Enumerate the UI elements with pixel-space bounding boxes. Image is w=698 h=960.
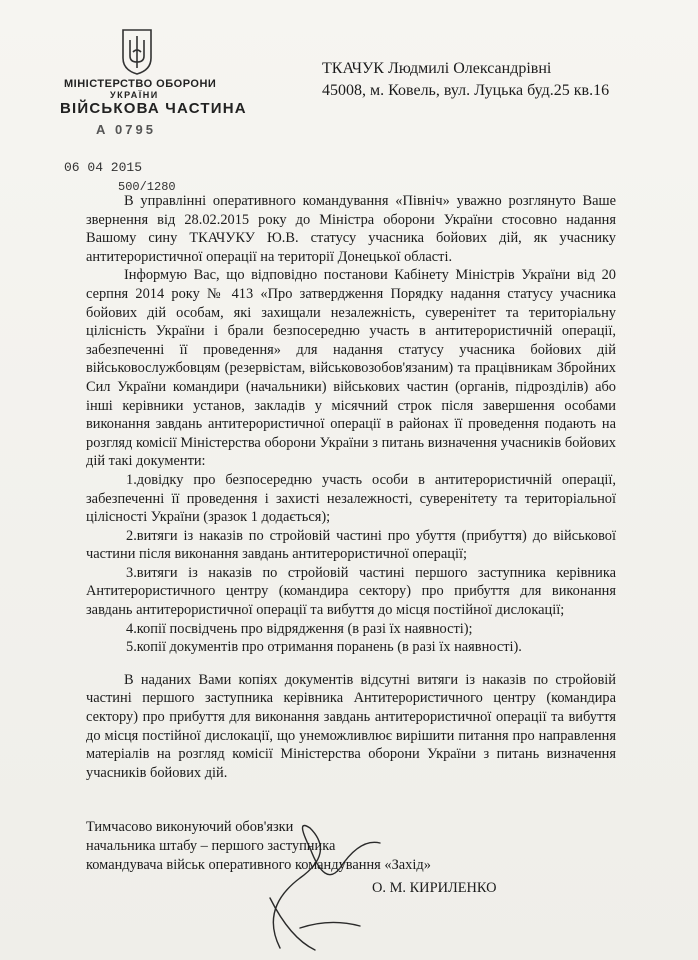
signatory-position-3: командувача військ оперативного командування «Захід»	[86, 857, 431, 873]
paragraph-conclusion: В наданих Вами копіях документів відсутні витяги із наказів по стройовій частині першого заступника керівника Антитерористичного центру (командира сектору) про прибуття для виконання завдань антитерористичної операції та вибуття до місця постійної дислокації, що унеможливлює вирішити питання про направлення матеріалів на розгляд комісії Міністерства оборони України з питань визначення учасників бойових дій.	[86, 671, 616, 781]
addressee-name: ТКАЧУК Людмилі Олександрівні	[322, 60, 552, 77]
registration-date: 06 04 2015	[64, 160, 143, 175]
letter-body	[86, 192, 616, 782]
list-item-2: 2.витяги із наказів по стройовій частині про убуття (прибуття) до військової частини після виконання завдань антитерористичної операції;	[86, 527, 616, 563]
signatory-name: О. М. КИРИЛЕНКО	[372, 880, 497, 896]
addressee-address: 45008, м. Ковель, вул. Луцька буд.25 кв.16	[322, 82, 610, 99]
letterhead-ministry: МІНІСТЕРСТВО ОБОРОНИ	[64, 78, 217, 90]
letterhead-unit: ВІЙСЬКОВА ЧАСТИНА	[60, 100, 247, 117]
paragraph-intro: В управлінні оперативного командування «Північ» уважно розглянуто Ваше звернення від 28.02.2015 року до Міністра оборони України стосовно надання Вашому сину ТКАЧУКУ Ю.В. статусу учасника бойових дій, як учаснику антитерористичної операції на території Донецької області.	[86, 193, 616, 265]
letterhead-unit-number: А 0795	[96, 122, 156, 137]
signatory-position-1: Тимчасово виконуючий обов'язки	[86, 819, 294, 835]
coat-of-arms-icon	[120, 28, 154, 76]
signatory-position-2: начальника штабу – першого заступника	[86, 838, 336, 854]
paragraph-regulation: Інформую Вас, що відповідно постанови Кабінету Міністрів України від 20 серпня 2014 року № 413 «Про затвердження Порядку надання статусу учасника бойових дій особам, які захищали незалежність, суверенітет та територіальну цілісність України і брали безпосередню участь в антитерористичній операції, забезпеченні її проведення» для надання статусу учасника бойових дій військовослужбовцям (резервістам, військовозобов'язаним) та працівникам Збройних Сил України командири (начальники) військових частин (органів, підрозділів) або інші керівники установ, закладів у місячний строк після завершення особами виконання завдань антитерористичної операції в районах її проведення подають на розгляд комісії Міністерства оборони України з питань визначення учасників бойових дій такі документи:	[86, 267, 616, 470]
list-item-1: 1.довідку про безпосередню участь особи в антитерористичній операції, забезпеченні її проведення і захисті незалежності, суверенітету та територіальної цілісності України (зразок 1 додається);	[86, 471, 616, 526]
list-item-3: 3.витяги із наказів по стройовій частині першого заступника керівника Антитерористичного центру (командира сектору) про прибуття для виконання завдань антитерористичної операції та вибуття до місця постійної дислокації;	[86, 564, 616, 619]
list-item-4: 4.копії посвідчень про відрядження (в разі їх наявності);	[126, 620, 473, 637]
list-item-5: 5.копії документів про отримання поранень (в разі їх наявності).	[126, 639, 522, 656]
letterhead-country: УКРАЇНИ	[110, 90, 159, 100]
signature-block	[86, 818, 431, 875]
addressee-block	[322, 58, 609, 102]
registration-number: 500/1280	[118, 180, 176, 194]
